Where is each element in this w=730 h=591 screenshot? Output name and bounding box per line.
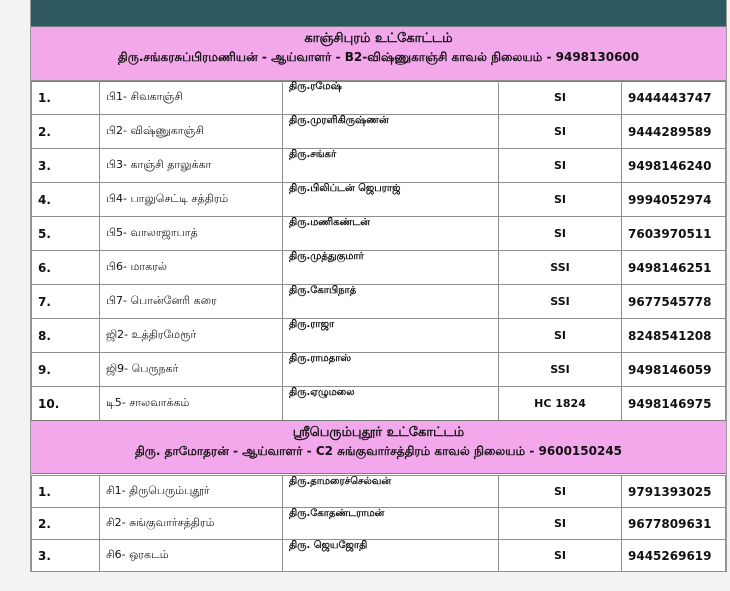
station-name: சி6- ஒரகடம் (100, 540, 283, 572)
rank: HC 1824 (499, 387, 622, 421)
section-header-kanchipuram (31, 26, 726, 82)
serial-number: 7. (32, 285, 100, 319)
section-title: ஸ்ரீபெரும்புதூர் உட்கோட்டம் (292, 425, 465, 440)
serial-number: 3. (32, 149, 100, 183)
station-name: பி3- காஞ்சி தாலுக்கா (100, 149, 283, 183)
officer-name: திரு.முத்துகுமார் (283, 251, 499, 285)
phone-number: 8248541208 (622, 319, 726, 353)
officer-name: திரு.கோபிநாத் (283, 285, 499, 319)
officer-name: திரு.கோதண்டராமன் (283, 508, 499, 540)
officer-name: திரு.மணிகண்டன் (283, 217, 499, 251)
phone-number: 7603970511 (622, 217, 726, 251)
rank: SI (499, 183, 622, 217)
station-name: பி5- வாலாஜாபாத் (100, 217, 283, 251)
phone-number: 9444443747 (622, 81, 726, 115)
officer-name: திரு.ராஜா (283, 319, 499, 353)
serial-number: 6. (32, 251, 100, 285)
officer-name: திரு.பிலிப்டன் ஜெபராஜ் (283, 183, 499, 217)
station-name: பி6- மாகரல் (100, 251, 283, 285)
rank: SI (499, 508, 622, 540)
table-row (32, 251, 726, 285)
officer-name: திரு. ஜெயஜோதி (283, 540, 499, 572)
phone-number: 9445269619 (622, 540, 726, 572)
officer-name: திரு.சங்கர் (283, 149, 499, 183)
serial-number: 5. (32, 217, 100, 251)
rank: SI (499, 217, 622, 251)
table-row (32, 81, 726, 115)
serial-number: 1. (32, 476, 100, 508)
serial-number: 1. (32, 81, 100, 115)
section-header-sriperumbudur (31, 420, 726, 474)
serial-number: 2. (32, 115, 100, 149)
phone-number: 9444289589 (622, 115, 726, 149)
table-row (32, 540, 726, 572)
serial-number: 10. (32, 387, 100, 421)
officer-name: திரு.ராமதாஸ் (283, 353, 499, 387)
table-row (32, 217, 726, 251)
rank: SI (499, 115, 622, 149)
table-sriperumbudur (31, 475, 726, 572)
phone-number: 9677809631 (622, 508, 726, 540)
station-name: பி7- பொன்னேரி கரை (100, 285, 283, 319)
table-row (32, 387, 726, 421)
table-row (32, 285, 726, 319)
table-row (32, 476, 726, 508)
serial-number: 9. (32, 353, 100, 387)
table-row (32, 508, 726, 540)
section-officer: திரு.சங்கரசுப்பிரமணியன் - ஆய்வாளர் - B2-விஷ்ணுகாஞ்சி காவல் நிலையம் - 9498130600 (117, 50, 640, 64)
officer-name: திரு.தாமரைச்செல்வன் (283, 476, 499, 508)
phone-number: 9791393025 (622, 476, 726, 508)
officer-name: திரு.ரமேஷ் (283, 81, 499, 115)
serial-number: 3. (32, 540, 100, 572)
serial-number: 4. (32, 183, 100, 217)
station-name: பி1- சிவகாஞ்சி (100, 81, 283, 115)
rank: SI (499, 476, 622, 508)
phone-number: 9994052974 (622, 183, 726, 217)
table-row (32, 183, 726, 217)
section-officer: திரு. தாமோதரன் - ஆய்வாளர் - C2 சுங்குவார்சத்திரம் காவல் நிலையம் - 9600150245 (134, 444, 623, 458)
table-row (32, 115, 726, 149)
phone-number: 9498146975 (622, 387, 726, 421)
table-kanchipuram (31, 80, 726, 421)
phone-number: 9677545778 (622, 285, 726, 319)
rank: SSI (499, 285, 622, 319)
rank: SI (499, 81, 622, 115)
phone-number: 9498146059 (622, 353, 726, 387)
serial-number: 2. (32, 508, 100, 540)
contact-sheet (30, 0, 727, 572)
phone-number: 9498146251 (622, 251, 726, 285)
serial-number: 8. (32, 319, 100, 353)
station-name: பி2- விஷ்ணுகாஞ்சி (100, 115, 283, 149)
table-row (32, 149, 726, 183)
rank: SI (499, 319, 622, 353)
station-name: சி1- திருபெரும்புதூர் (100, 476, 283, 508)
top-header-band (31, 0, 726, 26)
station-name: ஜி2- உத்திரமேரூர் (100, 319, 283, 353)
station-name: பி4- பாலுசெட்டி சத்திரம் (100, 183, 283, 217)
officer-name: திரு.ஏழுமலை (283, 387, 499, 421)
rank: SI (499, 149, 622, 183)
station-name: டி5- சாலவாக்கம் (100, 387, 283, 421)
table-row (32, 353, 726, 387)
rank: SI (499, 540, 622, 572)
station-name: சி2- சுங்குவார்சத்திரம் (100, 508, 283, 540)
rank: SSI (499, 353, 622, 387)
station-name: ஜி9- பெருநகர் (100, 353, 283, 387)
phone-number: 9498146240 (622, 149, 726, 183)
section-title: காஞ்சிபுரம் உட்கோட்டம் (304, 31, 453, 46)
rank: SSI (499, 251, 622, 285)
table-row (32, 319, 726, 353)
officer-name: திரு.முரளிகிருஷ்ணன் (283, 115, 499, 149)
